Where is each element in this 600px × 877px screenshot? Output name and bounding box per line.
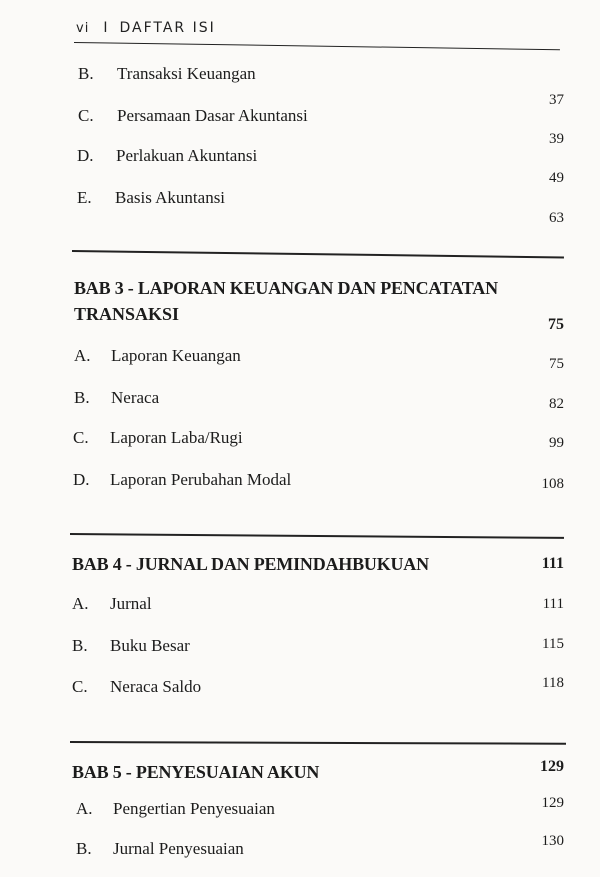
entry-page: 49 xyxy=(549,170,564,186)
entry-letter: B. xyxy=(76,839,92,858)
entry-page: 111 xyxy=(542,596,564,612)
chapter-page: 129 xyxy=(540,758,564,775)
header-page-number: vi xyxy=(76,21,90,36)
entry-letter: B. xyxy=(74,388,90,407)
entry-title: Neraca Saldo xyxy=(110,677,202,696)
entry-title: Jurnal xyxy=(110,594,152,613)
entry-page: 108 xyxy=(541,476,564,492)
entry-page: 115 xyxy=(542,636,564,652)
entry-letter: A. xyxy=(76,799,93,818)
entry-page: 37 xyxy=(549,92,564,108)
section-rule xyxy=(70,741,566,745)
entry-letter: C. xyxy=(72,677,88,696)
entry-letter: B. xyxy=(78,64,94,83)
entry-letter: C. xyxy=(78,106,94,125)
chapter-title-continued[interactable]: TRANSAKSI xyxy=(74,304,180,324)
entry-title: Laporan Perubahan Modal xyxy=(110,470,292,489)
entry-title: Pengertian Penyesuaian xyxy=(113,799,275,818)
entry-letter: C. xyxy=(73,428,89,447)
section-rule xyxy=(72,250,564,258)
entry-title: Laporan Keuangan xyxy=(111,346,241,365)
entry-page: 39 xyxy=(549,131,564,147)
entry-letter: E. xyxy=(77,188,92,207)
entry-page: 129 xyxy=(541,795,564,811)
header-rule xyxy=(74,42,560,50)
chapter-page: 111 xyxy=(541,555,564,572)
chapter-title[interactable]: BAB 3 - LAPORAN KEUANGAN DAN PENCATATAN xyxy=(74,278,498,298)
entry-letter: B. xyxy=(72,636,88,655)
entry-page: 118 xyxy=(542,675,564,691)
entry-page: 75 xyxy=(549,356,564,372)
entry-page: 82 xyxy=(549,396,564,412)
entry-title: Laporan Laba/Rugi xyxy=(110,428,243,447)
entry-title: Basis Akuntansi xyxy=(115,188,226,207)
entry-title: Neraca xyxy=(111,388,160,407)
header-separator: I xyxy=(103,20,110,36)
entry-title: Buku Besar xyxy=(110,636,190,655)
entry-letter: A. xyxy=(72,594,89,613)
header-title: DAFTAR ISI xyxy=(119,20,216,36)
chapter-title[interactable]: BAB 4 - JURNAL DAN PEMINDAHBUKUAN xyxy=(72,554,429,574)
entry-title: Persamaan Dasar Akuntansi xyxy=(117,106,308,125)
entry-letter: A. xyxy=(74,346,91,365)
section-rule xyxy=(70,533,564,539)
entry-title: Perlakuan Akuntansi xyxy=(116,146,258,165)
entry-page: 130 xyxy=(541,833,564,849)
entry-title: Jurnal Penyesuaian xyxy=(113,839,244,858)
entry-letter: D. xyxy=(73,470,90,489)
entry-page: 63 xyxy=(549,210,564,226)
entry-page: 99 xyxy=(549,435,564,451)
running-header xyxy=(76,20,216,36)
chapter-page: 75 xyxy=(548,316,564,333)
entry-title: Transaksi Keuangan xyxy=(117,64,256,83)
chapter-title[interactable]: BAB 5 - PENYESUAIAN AKUN xyxy=(72,762,320,782)
entry-letter: D. xyxy=(77,146,94,165)
